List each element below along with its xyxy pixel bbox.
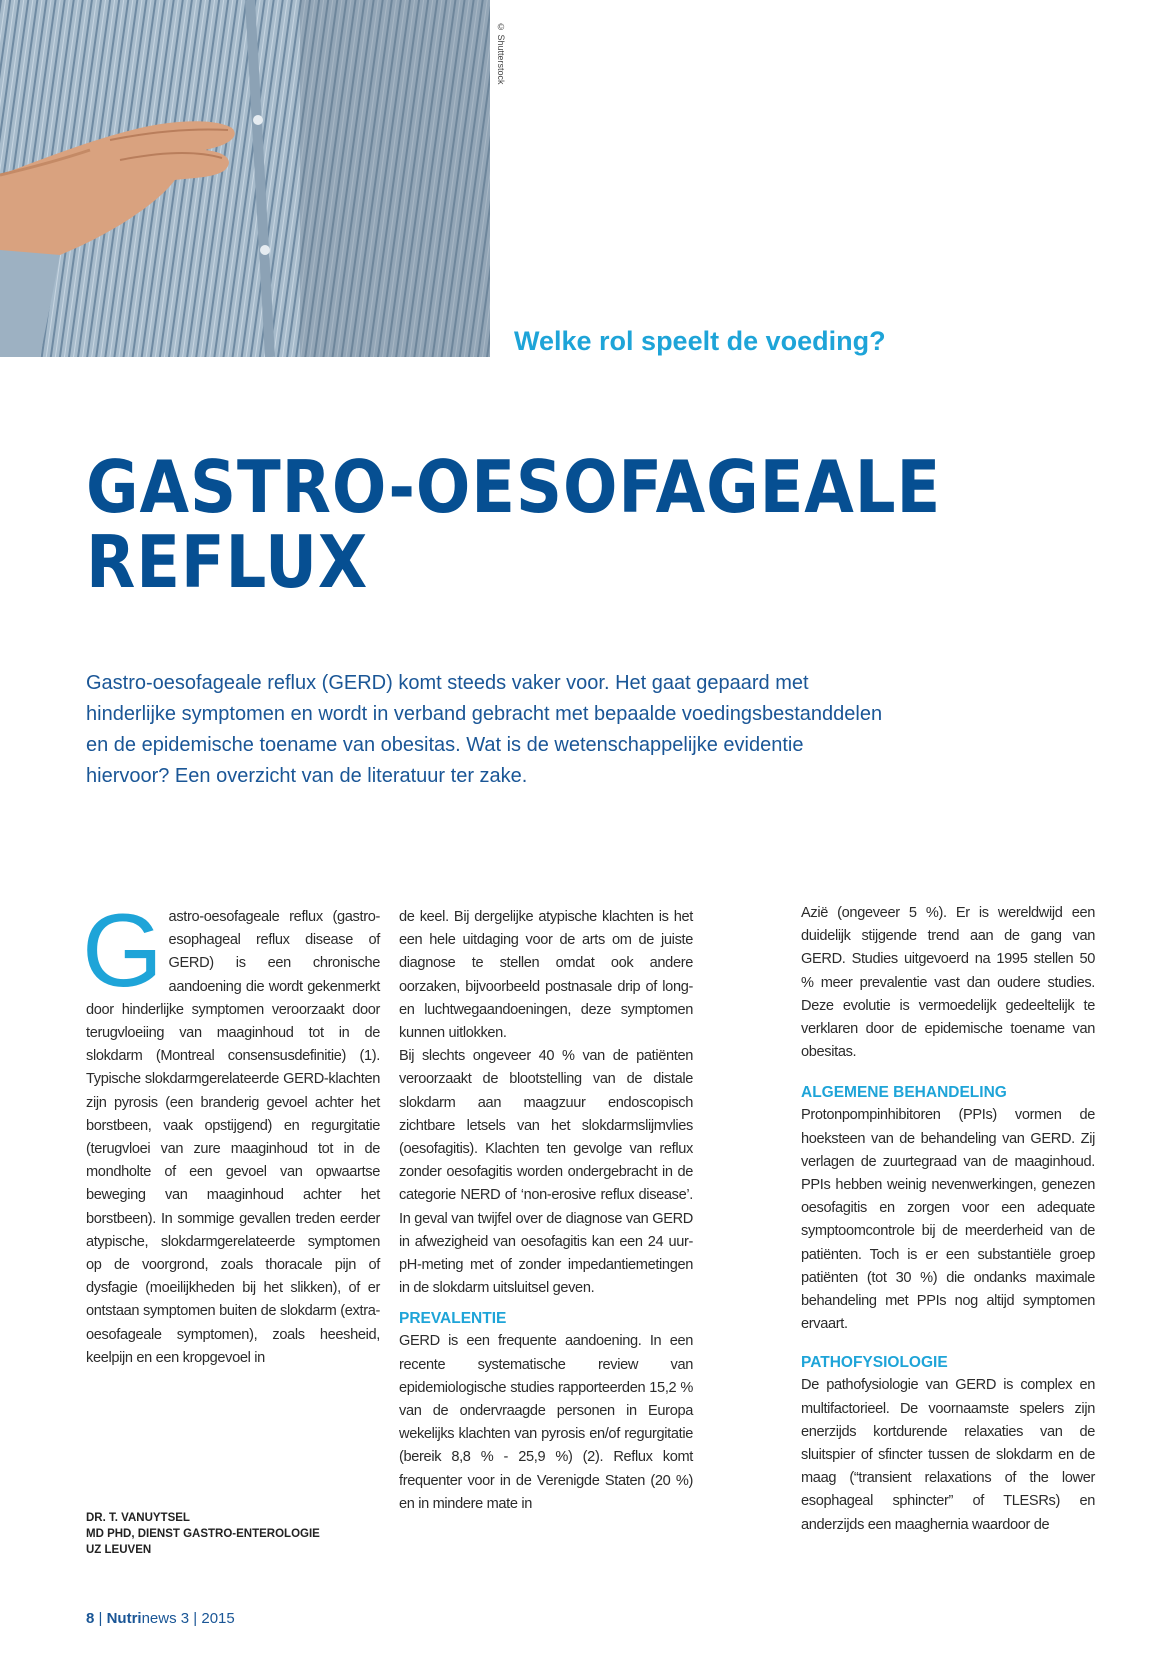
body-text: GERD is een frequente aandoening. In een recente systematische review van epidemiologische studies rapporteerden 15,2 % van de ondervraagde personen in Europa wekelijks klachten van pyrosis en/of regurgitatie (bereik 8,8 % - 25,9 %) (2). Reflux komt frequenter voor in de Verenigde Staten (20 %) en in mindere mate in [399,1333,693,1512]
page-footer [86,1610,235,1627]
author-block [86,1510,386,1558]
section-heading-prevalentie: PREVALENTIE [399,1310,507,1328]
issue-info: 3 | 2015 [176,1610,235,1627]
body-text: astro-oesofageale reflux (gastro-esophageal reflux disease of GERD) is een chronische aandoening die wordt gekenmerkt door hinderlijke symptomen veroorzaakt door terugvloeiing van maaginhoud tot in de slokdarm (Montreal consensusdefinitie) (1). Typische slokdarmgerelateerde GERD-klachten zijn pyrosis (een branderig gevoel achter het borstbeen, vaak opstijgend) en regurgitatie (terugvloei van zure maaginhoud tot in de mondholte of een gevoel van opwaartse beweging van maaginhoud achter het borstbeen). In sommige gevallen treden eerder atypische, slokdarmgerelateerde symptomen op de voorgrond, zoals thoracale pijn of dysfagie (moeilijkheden bij het slikken), of er ontstaan symptomen buiten de slokdarm (extra-oesofageale symptomen), zoals heesheid, keelpijn en een kropgevoel in [86,909,380,1366]
body-text: Protonpompinhibitoren (PPIs) vormen de hoeksteen van de behandeling van GERD. Zij verlagen de zuurtegraad van de maaginhoud. PPIs hebben weinig nevenwerkingen, genezen oesofagitis en zorgen voor een adequate symptoomcontrole bij de meerderheid van de patiënten. Toch is er een substantiële groep patiënten (tot 30 %) die ondanks maximale behandeling met PPIs nog altijd symptomen ervaart. [801,1107,1095,1333]
body-text: De pathofysiologie van GERD is complex en multifactorieel. De voornaamste spelers zijn enerzijds kortdurende relaxaties van de sluitspier of sfincter tussen de slokdarm en de maag (“transient relaxations of the lower esophageal sphincter” of TLESRs) en anderzijds een maaghernia waardoor de [801,1377,1095,1533]
body-column-2 [399,906,693,1516]
brand-name-rest: news [141,1610,177,1627]
body-text: Bij slechts ongeveer 40 % van de patiënten veroorzaakt de blootstelling van de distale slokdarm aan maagzuur endoscopisch zichtbare letsels van het slokdarmslijmvlies (oesofagitis). Klachten ten gevolge van reflux zonder oesofagitis worden ondergebracht in de categorie NERD of ‘non-erosive reflux disease’. In geval van twijfel over de diagnose van GERD in afwezigheid van oesofagitis kan een 24 uur-pH-meting met of zonder impedantiemetingen in de slokdarm uitsluitsel geven. [399,1048,693,1297]
drop-cap: G [82,893,163,1009]
intro-paragraph: Gastro-oesofageale reflux (GERD) komt steeds vaker voor. Het gaat gepaard met hinderlijke symptomen en wordt in verband gebracht met bepaalde voedingsbestanddelen en de epidemische toename van obesitas. Wat is de wetenschappelijke evidentie hiervoor? Een overzicht van de literatuur ter zake. [86,672,883,787]
author-name: DR. T. VANUYTSEL [86,1512,190,1524]
brand-name-bold: Nutri [106,1610,142,1627]
header-photo [0,0,490,357]
body-column-1 [82,893,380,1370]
section-heading-pathofysiologie: PATHOFYSIOLOGIE [801,1354,948,1372]
body-text: Azië (ongeveer 5 %). Er is wereldwijd een duidelijk stijgende trend aan de gang van GERD. Studies uitgevoerd na 1995 stellen 50 % meer prevalentie vast dan oudere studies. Deze evolutie is vermoedelijk gedeeltelijk te verklaren door de epidemische toename van obesitas. [801,905,1095,1061]
body-column-3 [801,902,1095,1537]
body-text: de keel. Bij dergelijke atypische klachten is het een hele uitdaging voor de arts om de juiste diagnose te stellen omdat ook andere oorzaken, bijvoorbeeld postnasale drip of long- en luchtwegaandoeningen, deze symptomen kunnen uitlokken. [399,909,693,1042]
footer-separator: | [94,1610,107,1627]
title-line-1: GASTRO-OESOFAGEALE [86,445,942,529]
photo-man-hand-on-chest-icon [0,0,490,357]
photo-credit: © Shutterstock [496,22,506,85]
page-number: 8 [86,1610,95,1627]
author-role: MD PHD, DIENST GASTRO-ENTEROLOGIE [86,1528,320,1540]
author-institution: UZ LEUVEN [86,1544,152,1556]
article-title [86,445,1012,604]
kicker: Welke rol speelt de voeding? [514,326,886,356]
title-line-2: REFLUX [86,520,369,604]
section-heading-behandeling: ALGEMENE BEHANDELING [801,1084,1007,1102]
